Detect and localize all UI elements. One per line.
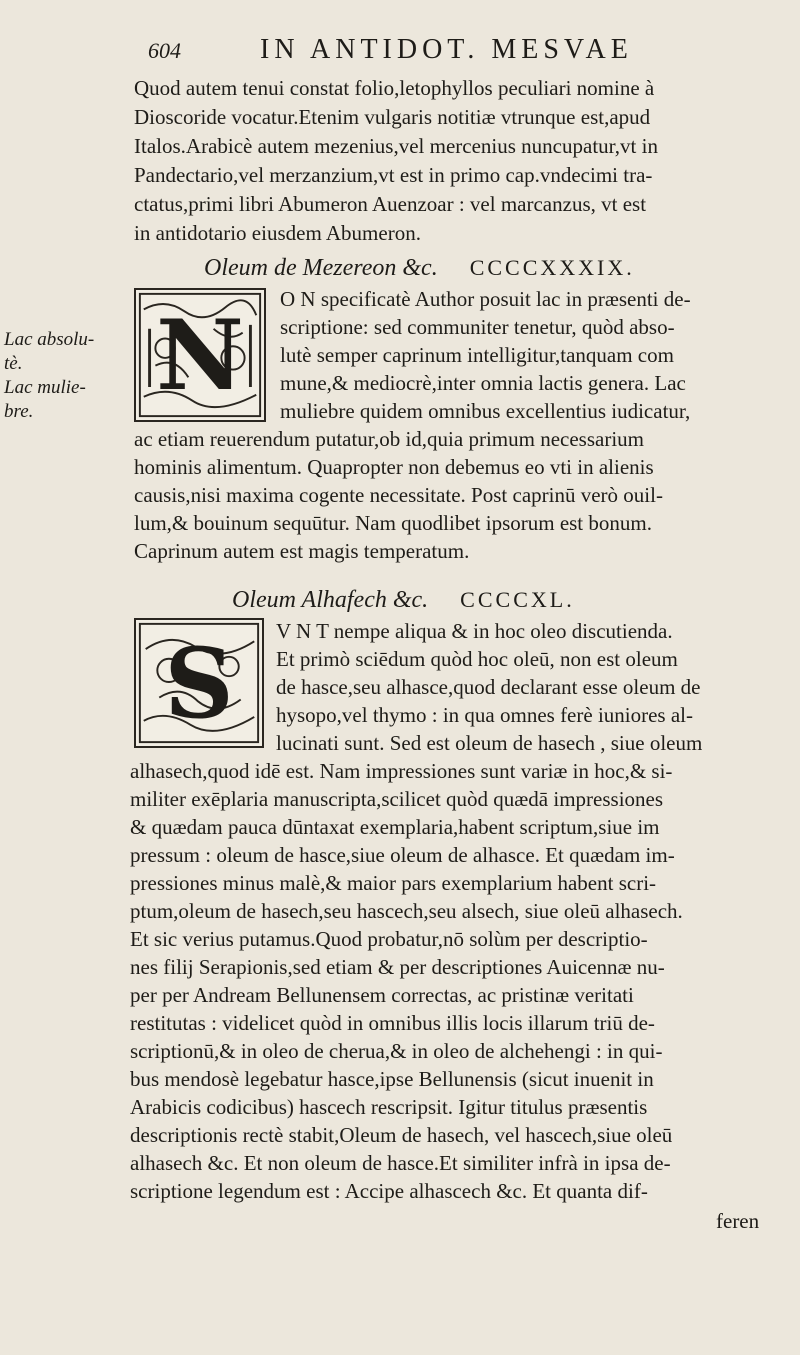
text-line: V N T nempe aliqua & in hoc oleo discutienda. xyxy=(276,619,673,643)
text-line: hysopo,vel thymo : in qua omnes ferè iuniores al- xyxy=(276,703,693,727)
initial-letter: N xyxy=(156,298,244,412)
margin-note: tè. xyxy=(4,353,23,374)
text-line: lutè semper caprinum intelligitur,tanquam com xyxy=(280,343,674,367)
running-title: IN ANTIDOT. MESVAE xyxy=(260,34,633,65)
text-line: descriptionis rectè stabit,Oleum de hasech, vel hascech,siue oleū xyxy=(130,1123,673,1147)
catchword: feren xyxy=(716,1209,760,1233)
section-heading xyxy=(232,584,575,616)
initial-letter: S xyxy=(164,626,234,740)
text-line: Quod autem tenui constat folio,letophyllos peculiari nomine à xyxy=(134,76,655,100)
text-line: pressiones minus malè,& maior pars exemplarium habent scri- xyxy=(130,871,657,895)
text-line: ctatus,primi libri Abumeron Auenzoar : vel marcanzus, vt est xyxy=(134,192,647,216)
page-header xyxy=(148,34,768,74)
margin-note: Lac mulie- xyxy=(4,377,86,398)
text-line: per per Andream Bellunensem correctas, ac pristinæ veritati xyxy=(130,983,634,1007)
text-line: Et sic verius putamus.Quod probatur,nō solùm per descriptio- xyxy=(130,927,648,951)
text-line: Caprinum autem est magis temperatum. xyxy=(134,539,470,563)
text-line: nes filij Serapionis,sed etiam & per descriptiones Auicennæ nu- xyxy=(130,955,665,979)
text-line: pressum : oleum de hasce,siue oleum de alhasce. Et quædam im- xyxy=(130,843,675,867)
decorated-initial xyxy=(134,618,264,748)
text-line: scriptionū,& in oleo de cherua,& in oleo de alchehengi : in qui- xyxy=(130,1039,663,1063)
text-line: hominis alimentum. Quapropter non debemus eo vti in alienis xyxy=(134,455,654,479)
margin-note: Lac absolu- xyxy=(4,329,95,350)
text-line: causis,nisi maxima cogente necessitate. Post caprinū verò ouil- xyxy=(134,483,663,507)
margin-note: bre. xyxy=(4,401,34,422)
text-line: ptum,oleum de hasech,seu hascech,seu alsech, siue oleū alhasech. xyxy=(130,899,683,923)
text-line: alhasech &c. Et non oleum de hasce.Et similiter infrà in ipsa de- xyxy=(130,1151,671,1175)
text-line: restitutas : videlicet quòd in omnibus illis locis illarum triū de- xyxy=(130,1011,655,1035)
section-number: CCCCXL. xyxy=(460,587,575,612)
text-line: muliebre quidem omnibus excellentius iudicatur, xyxy=(280,399,691,423)
section-title: Oleum Alhafech &c. xyxy=(232,587,429,613)
text-line: & quædam pauca dūntaxat exemplaria,habent scriptum,siue im xyxy=(130,815,660,839)
text-line: O N specificatè Author posuit lac in præsenti de- xyxy=(280,287,691,311)
text-line: Dioscoride vocatur.Etenim vulgaris notitiæ vtrunque est,apud xyxy=(134,105,651,129)
text-line: Italos.Arabicè autem mezenius,vel mercenius nuncupatur,vt in xyxy=(134,134,658,158)
text-line: scriptione legendum est : Accipe alhascech &c. Et quanta dif- xyxy=(130,1179,648,1203)
text-line: lucinati sunt. Sed est oleum de hasech , siue oleum xyxy=(276,731,703,755)
text-line: alhasech,quod idē est. Nam impressiones sunt variæ in hoc,& si- xyxy=(130,759,673,783)
page-number: 604 xyxy=(148,38,181,63)
text-line: Pandectario,vel merzanzium,vt est in primo cap.vndecimi tra- xyxy=(134,163,653,187)
text-line: de hasce,seu alhasce,quod declarant esse oleum de xyxy=(276,675,701,699)
text-line: bus mendosè legebatur hasce,ipse Bellunensis (sicut inuenit in xyxy=(130,1067,654,1091)
text-line: lum,& bouinum sequūtur. Nam quodlibet ipsorum est bonum. xyxy=(134,511,652,535)
section-title: Oleum de Mezereon &c. xyxy=(204,255,438,281)
text-line: Arabicis codicibus) hascech rescripsit. Igitur titulus præsentis xyxy=(130,1095,648,1119)
section-number: CCCCXXXIX. xyxy=(469,255,635,280)
text-line: Et primò sciēdum quòd hoc oleū, non est oleum xyxy=(276,647,678,671)
text-line: scriptione: sed communiter tenetur, quòd abso- xyxy=(280,315,675,339)
text-line: mune,& mediocrè,inter omnia lactis genera. Lac xyxy=(280,371,686,395)
text-line: ac etiam reuerendum putatur,ob id,quia primum necessarium xyxy=(134,427,644,451)
text-line: militer exēplaria manuscripta,scilicet quòd quædā impressiones xyxy=(130,787,664,811)
section-heading xyxy=(204,252,635,284)
text-line: in antidotario eiusdem Abumeron. xyxy=(134,221,421,245)
decorated-initial xyxy=(134,288,266,422)
